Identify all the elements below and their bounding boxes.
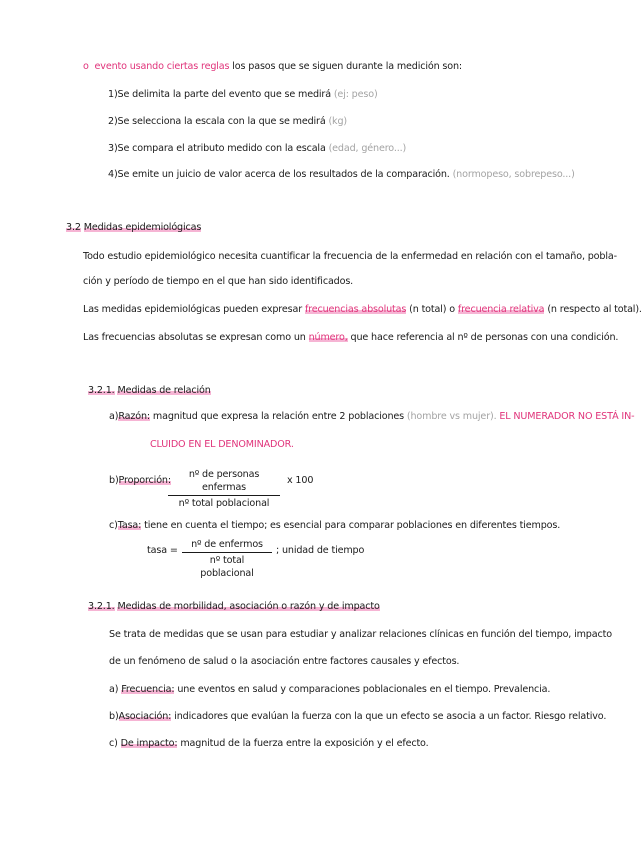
highlight-relative: frecuencia relativa [457, 304, 545, 315]
term-tasa: Tasa: [117, 520, 142, 531]
section-title: Medidas de relación [117, 385, 211, 396]
item-note: EL NUMERADOR NO ESTÁ IN- [499, 411, 635, 422]
paragraph-line: Se trata de medidas que se usan para estudiar y analizar relaciones clínicas en función del tiempo, impacto [109, 629, 612, 640]
step-text: 2)Se selecciona la escala con la que se medirá [108, 116, 326, 127]
step-item [108, 142, 406, 156]
item-text: magnitud que expresa la relación entre 2 poblaciones [152, 411, 404, 422]
fraction-denominator: nº total poblacional [200, 555, 254, 579]
highlight-number: número, [308, 332, 348, 343]
section-number: 3.2 [66, 222, 81, 233]
text-span: (n respecto al total). [547, 304, 642, 315]
intro-line [83, 60, 462, 74]
item-asociacion [109, 710, 606, 724]
term-proporcion: Proporción: [118, 475, 171, 486]
paragraph-line: de un fenómeno de salud o la asociación entre factores causales y efectos. [109, 656, 460, 667]
item-text: magnitud de la fuerza entre la exposición y el efecto. [180, 738, 429, 749]
item-prefix: a) [109, 684, 119, 695]
item-note-continued: CLUIDO EN EL DENOMINADOR. [150, 439, 294, 450]
item-prefix: c) [109, 520, 118, 531]
step-example: (ej: peso) [333, 89, 378, 100]
highlight-absolute: frecuencias absolutas [304, 304, 407, 315]
item-tasa [109, 519, 560, 533]
section-heading-3-2 [66, 221, 201, 235]
intro-highlight: evento usando ciertas reglas [94, 61, 230, 72]
item-impacto [109, 737, 429, 751]
step-example: (normopeso, sobrepeso...) [452, 169, 575, 180]
tasa-unit: ; unidad de tiempo [276, 545, 365, 556]
item-razon [109, 410, 634, 424]
section-heading-3-2-1-morbilidad [88, 600, 380, 614]
fraction-proporcion [168, 468, 280, 510]
text-span: (n total) o [409, 304, 455, 315]
paragraph-line [83, 331, 618, 345]
term-asociacion: Asociación: [118, 711, 172, 722]
section-number: 3.2.1. [88, 385, 115, 396]
fraction-numerator: nº de personas enfermas [168, 468, 280, 496]
step-item [108, 88, 378, 102]
step-item [108, 115, 347, 129]
step-text: 1)Se delimita la parte del evento que se medirá [108, 89, 331, 100]
text-span: Las medidas epidemiológicas pueden expresar [83, 304, 303, 315]
paragraph-line: ción y período de tiempo en el que han sido identificados. [83, 276, 354, 287]
item-prefix: b) [109, 475, 119, 486]
item-text: tiene en cuenta el tiempo; es esencial para comparar poblaciones en diferentes tiempos. [144, 520, 561, 531]
section-title: Medidas epidemiológicas [83, 222, 202, 233]
term-razon: Razón: [118, 411, 150, 422]
step-example: (edad, género...) [328, 143, 407, 154]
item-proporcion [109, 474, 171, 488]
multiplier: x 100 [287, 475, 314, 486]
item-text: indicadores que evalúan la fuerza con la que un efecto se asocia a un factor. Riesgo relativo. [174, 711, 607, 722]
tasa-label: tasa = [147, 545, 178, 556]
item-frecuencia [109, 683, 550, 697]
section-number: 3.2.1. [88, 601, 115, 612]
term-frecuencia: Frecuencia: [121, 684, 175, 695]
section-title: Medidas de morbilidad, asociación o razón y de impacto [117, 601, 380, 612]
paragraph-line: Todo estudio epidemiológico necesita cuantificar la frecuencia de la enfermedad en relación con el tamaño, pobla- [83, 251, 617, 262]
paragraph-line [83, 303, 642, 317]
item-prefix: c) [109, 738, 118, 749]
text-span: que hace referencia al nº de personas con una condición. [350, 332, 619, 343]
item-prefix: b) [109, 711, 119, 722]
text-span: Las frecuencias absolutas se expresan como un [83, 332, 306, 343]
fraction-denominator: nº total poblacional [178, 498, 270, 509]
item-text: une eventos en salud y comparaciones poblacionales en el tiempo. Prevalencia. [177, 684, 551, 695]
item-prefix: a) [109, 411, 119, 422]
step-text: 3)Se compara el atributo medido con la escala [108, 143, 326, 154]
fraction-tasa [182, 538, 272, 580]
bullet-marker: o [83, 61, 89, 72]
fraction-numerator: nº de enfermos [182, 538, 272, 553]
item-example: (hombre vs mujer). [406, 411, 497, 422]
step-text: 4)Se emite un juicio de valor acerca de los resultados de la comparación. [108, 169, 450, 180]
step-item [108, 168, 575, 182]
step-example: (kg) [328, 116, 348, 127]
intro-text: los pasos que se siguen durante la medición son: [232, 61, 463, 72]
section-heading-3-2-1-relacion [88, 384, 211, 398]
term-impacto: De impacto: [120, 738, 178, 749]
